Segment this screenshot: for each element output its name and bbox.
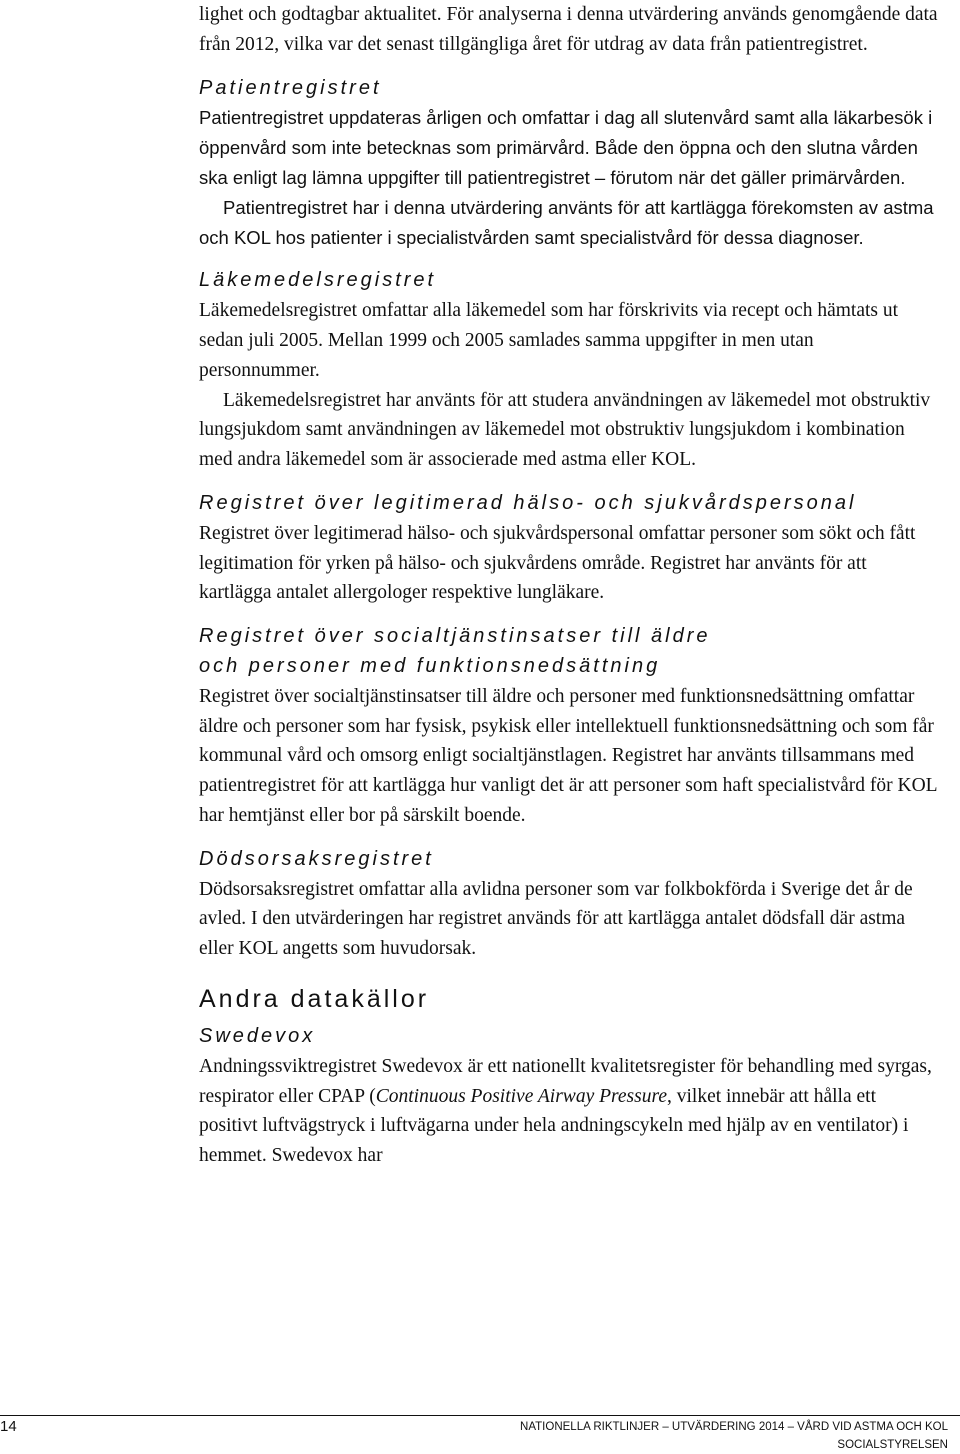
lakemedelsregistret-paragraph-2: Läkemedelsregistret har använts för att studera användningen av läkemedel mot obstruktiv lungsjukdom samt användningen av läkemedel mot obstruktiv lungsjukdom i kombination med andra läkemedel som är associerade med astma eller KOL. (199, 389, 931, 471)
footer-title-line-1: NATIONELLA RIKTLINJER – UTVÄRDERING 2014 – VÅRD VID ASTMA OCH KOL (520, 1421, 948, 1433)
lakemedelsregistret-paragraph-1: Läkemedelsregistret omfattar alla läkemedel som har förskrivits via recept och hämtats ut sedan juli 2005. Mellan 1999 och 2005 samlades samma uppgifter in men utan personnummer. (199, 300, 899, 381)
swedevox-paragraph (199, 1052, 939, 1171)
socialtjanstinsatser-paragraph: Registret över socialtjänstinsatser till äldre och personer med funktionsnedsättning omfattar äldre och personer som har fysisk, psykisk eller intellektuell funktionsnedsättning och som får kommunal vård och omsorg enligt socialtjänstlagen. Registret har använts tillsammans med patientregistret för att kartlägga hur vanligt det är att personer som haft specialistvård för KOL har hemtjänst eller bor på särskilt boende. (199, 685, 937, 826)
intro-paragraph: lighet och godtagbar aktualitet. För analyserna i denna utvärdering används genomgående data från 2012, vilka var det senast tillgängliga året för utdrag av data från patientregistret. (199, 4, 938, 55)
page-number: 14 (0, 1418, 17, 1435)
section-heading-dodsorsaksregistret: Dödsorsaksregistret (199, 847, 434, 870)
heading-line-2: och personer med funktionsnedsättning (199, 654, 661, 677)
footer-running-title (520, 1418, 948, 1454)
footer-divider (0, 1415, 960, 1416)
patientregistret-paragraph-1: Patientregistret uppdateras årligen och omfattar i dag all slutenvård samt alla läkarbesök i öppenvård som inte betecknas som primärvård. Både den öppna och den slutna vården ska enligt lag lämna uppgifter till patientregistret – förutom när det gäller primärvården. (199, 107, 933, 188)
footer-title-line-2: SOCIALSTYRELSEN (837, 1439, 948, 1451)
section-heading-swedevox: Swedevox (199, 1024, 316, 1047)
section-heading-legitimerad-personal: Registret över legitimerad hälso- och sjukvårdspersonal (199, 491, 857, 514)
dodsorsaksregistret-paragraph: Dödsorsaksregistret omfattar alla avlidna personer som var folkbokförda i Sverige det år de avled. I den utvärderingen har registret används för att kartlägga antalet dödsfall där astma eller KOL angetts som huvudorsak. (199, 878, 913, 960)
section-heading-lakemedelsregistret: Läkemedelsregistret (199, 269, 437, 292)
heading-line-1: Registret över socialtjänstinsatser till äldre (199, 625, 711, 648)
patientregistret-paragraph-2: Patientregistret har i denna utvärdering använts för att kartlägga förekomsten av astma och KOL hos patienter i specialistvården samt specialistvård för dessa diagnoser. (199, 196, 934, 248)
legitimerad-personal-paragraph: Registret över legitimerad hälso- och sjukvårdspersonal omfattar personer som sökt och fått legitimation för yrken på hälso- och sjukvårdens område. Registret har använts för att kartlägga antalet allergologer respektive lungläkare. (199, 522, 916, 604)
section-heading-patientregistret: Patientregistret (199, 76, 382, 99)
section-heading-socialtjanstinsatser (199, 622, 939, 682)
document-body (199, 0, 939, 1171)
swedevox-text-emphasis: Continuous Positive Airway Pressure (375, 1085, 667, 1107)
swedevox-text-b: , vilket innebär att hålla ett positivt luftvägstryck i luftvägarna under hela andningscykeln med hjälp av en ventilator) i hemmet. Swedevox har (199, 1085, 909, 1167)
swedevox-text-a: Andningssviktregistret Swedevox är ett nationellt kvalitetsregister för behandling med syrgas, respirator eller CPAP ( (199, 1055, 932, 1107)
chapter-heading-andra-datakallor: Andra datakällor (199, 984, 430, 1013)
